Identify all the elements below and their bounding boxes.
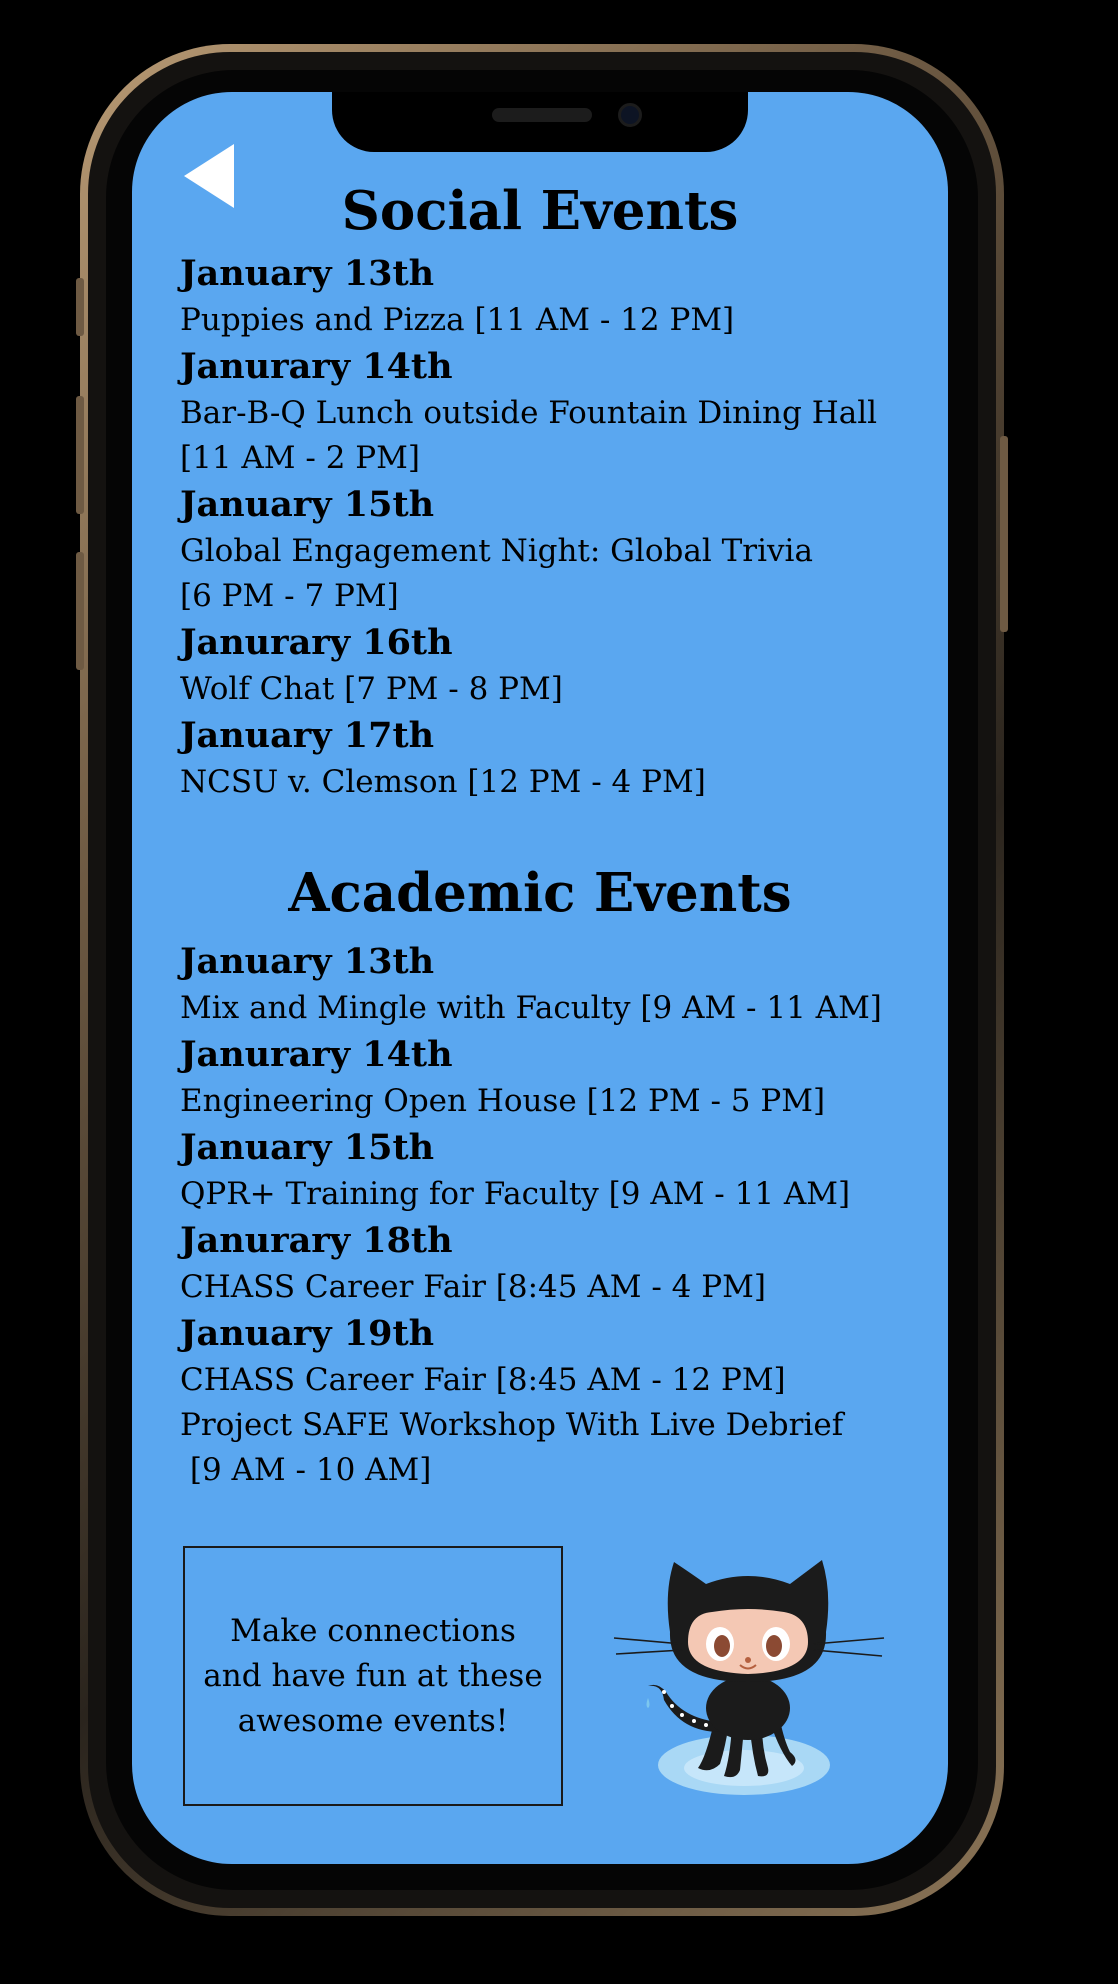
event-date: January 19th [180, 1313, 435, 1354]
app-screen [132, 92, 948, 1864]
event-date: January 13th [180, 253, 435, 294]
event-date: Janurary 14th [180, 346, 453, 387]
social-events-list [180, 250, 910, 805]
notch [332, 92, 748, 152]
speaker-icon [492, 108, 592, 122]
event-date: January 17th [180, 715, 435, 756]
event-description: Engineering Open House [12 PM - 5 PM] [180, 1083, 826, 1119]
event-description: CHASS Career Fair [8:45 AM - 12 PM] Project SAFE Workshop With Live Debrief [9 AM - 10 AM] [180, 1362, 844, 1488]
event-description: Mix and Mingle with Faculty [9 AM - 11 AM] [180, 990, 882, 1026]
event-date: Janurary 14th [180, 1034, 453, 1075]
event-date: Janurary 16th [180, 622, 453, 663]
event-description: Puppies and Pizza [11 AM - 12 PM] [180, 302, 735, 338]
event-date: January 15th [180, 1127, 435, 1168]
silent-switch [76, 278, 84, 336]
promo-text: Make connections and have fun at these awesome events! [203, 1612, 543, 1739]
event-description: Wolf Chat [7 PM - 8 PM] [180, 671, 563, 707]
volume-down-button [76, 552, 84, 670]
power-button [1000, 436, 1008, 632]
event-description: NCSU v. Clemson [12 PM - 4 PM] [180, 764, 706, 800]
event-description: Global Engagement Night: Global Trivia [6 PM - 7 PM] [180, 533, 813, 614]
event-date: January 15th [180, 484, 435, 525]
event-description: QPR+ Training for Faculty [9 AM - 11 AM] [180, 1176, 851, 1212]
event-date: Janurary 18th [180, 1220, 453, 1261]
academic-events-title: Academic Events [288, 862, 792, 924]
event-description: CHASS Career Fair [8:45 AM - 4 PM] [180, 1269, 766, 1305]
academic-events-list [180, 938, 910, 1493]
event-date: January 13th [180, 941, 435, 982]
social-events-title: Social Events [341, 180, 739, 242]
event-description: Bar-B-Q Lunch outside Fountain Dining Hall [11 AM - 2 PM] [180, 395, 878, 476]
octocat-icon [602, 1532, 892, 1817]
promo-box [183, 1546, 563, 1806]
camera-icon [618, 103, 642, 127]
volume-up-button [76, 396, 84, 514]
